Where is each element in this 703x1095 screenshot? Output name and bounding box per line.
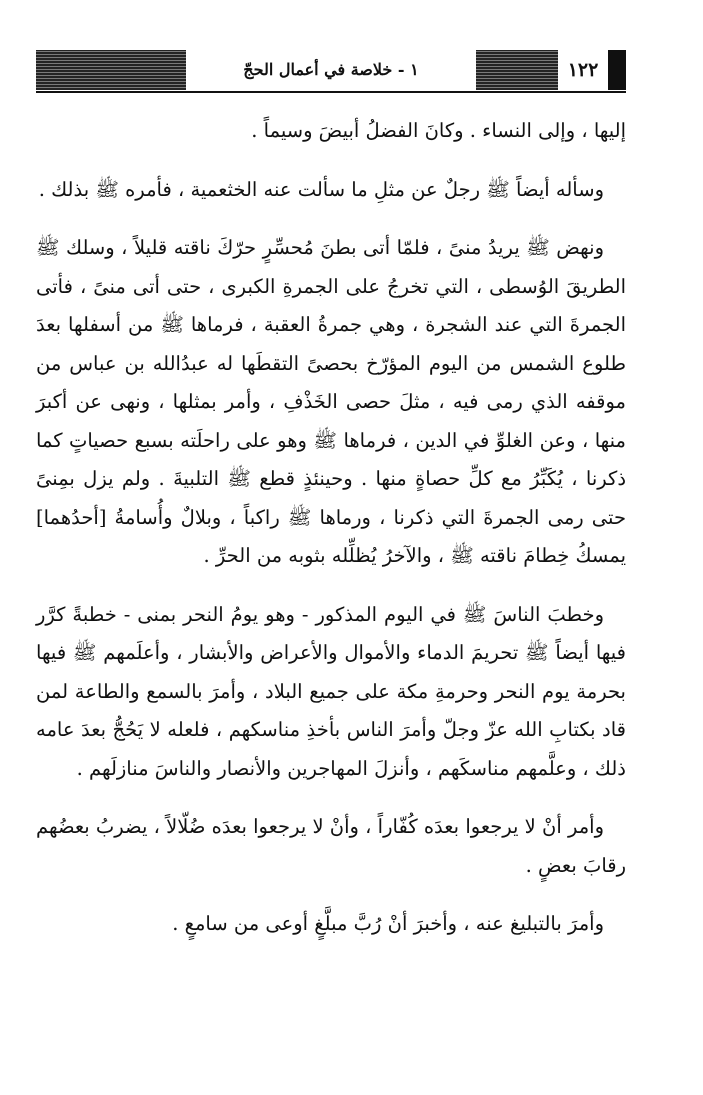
header-rule <box>36 91 626 93</box>
paragraph: وأمرَ بالتبليغ عنه ، وأخبرَ أنْ رُبَّ مبلَّغٍ أوعى من سامعٍ . <box>172 912 604 935</box>
page-number: ١٢٢ <box>567 59 599 81</box>
header-ornament-left <box>36 50 186 90</box>
header-ornament-right <box>608 50 626 90</box>
header-ornament-middle <box>476 50 558 90</box>
body-text <box>36 112 626 964</box>
paragraph: وأمر أنْ لا يرجعوا بعدَه كُفّاراً ، وأنْ لا يرجعوا بعدَه ضُلّالاً ، يضربُ بعضُهم رقابَ بعضٍ . <box>36 815 626 877</box>
paragraph: إليها ، وإلى النساء . وكانَ الفضلُ أبيضَ وسيماً . <box>251 119 626 142</box>
running-header <box>36 50 626 94</box>
chapter-title: ١ - خلاصة في أعمال الحجّ <box>243 60 419 79</box>
paragraph: وسأله أيضاً ﷺ رجلٌ عن مثلِ ما سألت عنه الخثعمية ، فأمره ﷺ بذلك . <box>38 177 604 201</box>
paragraph: وخطبَ الناسَ ﷺ في اليوم المذكور - وهو يومُ النحر بمنى - خطبةً كرَّر فيها أيضاً ﷺ تحريمَ الدماء والأموال والأعراض والأبشار ، وأعلَمهم ﷺ فيها بحرمة يوم النحر وحرمةِ مكة على جميع البلاد ، وأمرَ بالسمع والطاعة لمن قاد بكتابِ الله عزّ وجلّ وأمرَ الناس بأخذِ مناسكهم ، فلعله لا يَحُجُّ بعدَ عامه ذلك ، وعلَّمهم مناسكَهم ، وأنزلَ المهاجرين والأنصار والناسَ منازلَهم . <box>36 602 626 780</box>
paragraph: ونهض ﷺ يريدُ منىً ، فلمّا أتى بطنَ مُحسِّرٍ حرّكَ ناقته قليلاً ، وسلك ﷺ الطريقَ الوُسطى ، التي تخرجُ على الجمرةِ الكبرى ، حتى أتى منىً ، فأتى الجمرةَ التي عند الشجرة ، وهي جمرةُ العقبة ، فرماها ﷺ من أسفلها بعدَ طلوع الشمس من اليوم المؤرّخ بحصىً التقطَها له عبدُالله بن عباس من موقفه الذي رمى فيه ، مثلَ حصى الخَذْفِ ، وأمر بمثلها ، ونهى عن أكبرَ منها ، وعن الغلوِّ في الدين ، فرماها ﷺ وهو على راحلَته بسبع حصياتٍ كما ذكرنا ، يُكَبِّرُ مع كلِّ حصاةٍ منها . وحينئذٍ قطع ﷺ التلبيةَ . ولم يزل بمِنىً حتى رمى الجمرةَ التي ذكرنا ، ورماها ﷺ راكباً ، وبلالٌ وأُسامةُ [أحدُهما] يمسكُ خِطامَ ناقته ﷺ ، والآخرُ يُظلِّله بثوبه من الحرِّ . <box>36 236 626 567</box>
